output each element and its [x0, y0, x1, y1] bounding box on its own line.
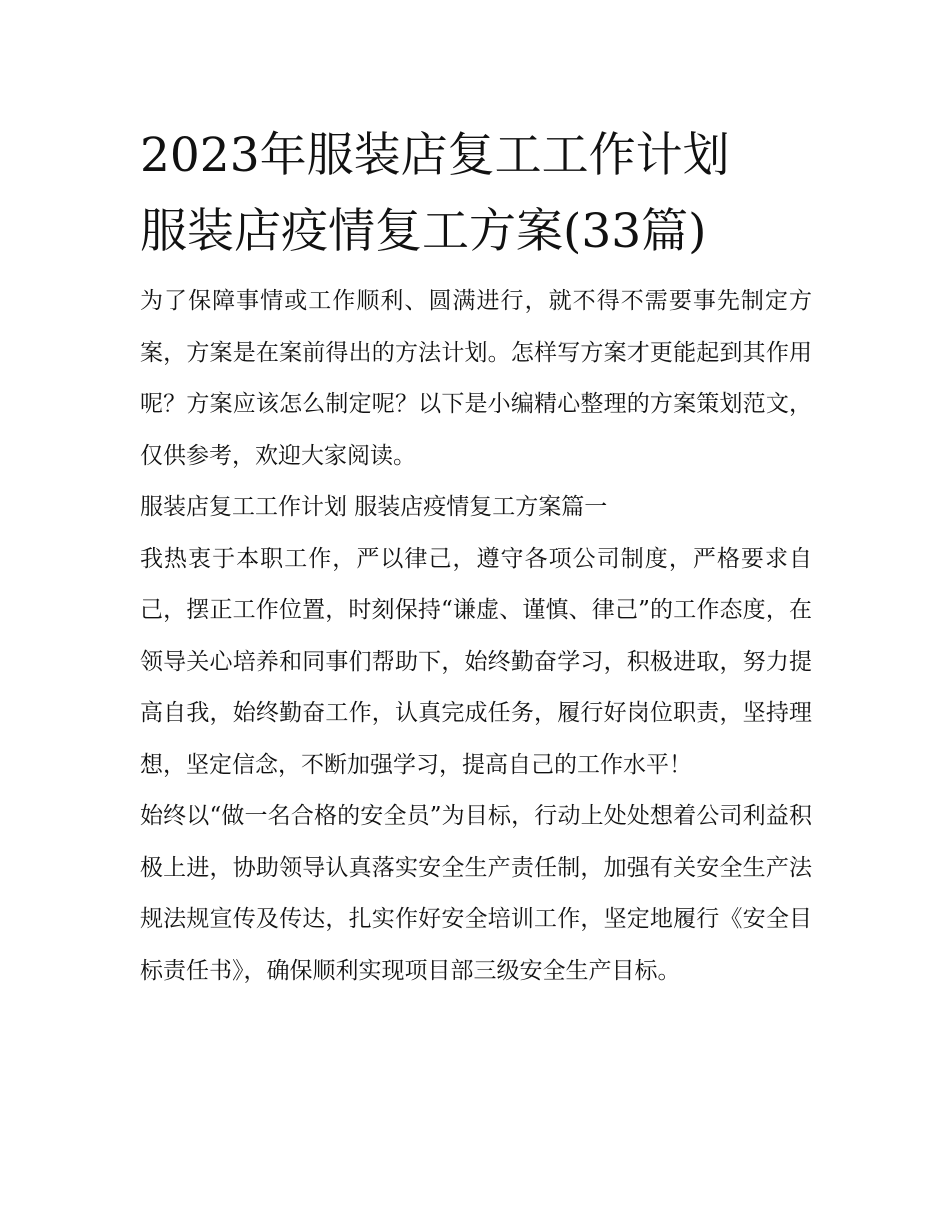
- title-line-2: 服装店疫情复工方案(33篇): [140, 204, 707, 259]
- document-body: [140, 276, 812, 997]
- intro-paragraph: 为了保障事情或工作顺利、圆满进行，就不得不需要事先制定方案，方案是在案前得出的方法计划。怎样写方案才更能起到其作用呢？方案应该怎么制定呢？以下是小编精心整理的方案策划范文，仅供参考，欢迎大家阅读。: [140, 288, 812, 469]
- document-page: [140, 118, 812, 997]
- section-heading: 服装店复工工作计划 服装店疫情复工方案篇一: [140, 494, 608, 520]
- body-paragraph-2: 始终以“做一名合格的安全员”为目标，行动上处处想着公司利益积极上进，协助领导认真落实安全生产责任制，加强有关安全生产法规法规宣传及传达，扎实作好安全培训工作，坚定地履行《安全目标责任书》，确保顺利实现项目部三级安全生产目标。: [140, 803, 812, 984]
- document-title: [140, 118, 812, 270]
- title-line-1: 2023年服装店复工工作计划: [140, 128, 730, 183]
- body-paragraph-1: 我热衷于本职工作，严以律己，遵守各项公司制度，严格要求自己，摆正工作位置，时刻保持“谦虚、谨慎、律己”的工作态度，在领导关心培养和同事们帮助下，始终勤奋学习，积极进取，努力提高自我，始终勤奋工作，认真完成任务，履行好岗位职责，坚持理想，坚定信念，不断加强学习，提高自己的工作水平！: [140, 545, 812, 778]
